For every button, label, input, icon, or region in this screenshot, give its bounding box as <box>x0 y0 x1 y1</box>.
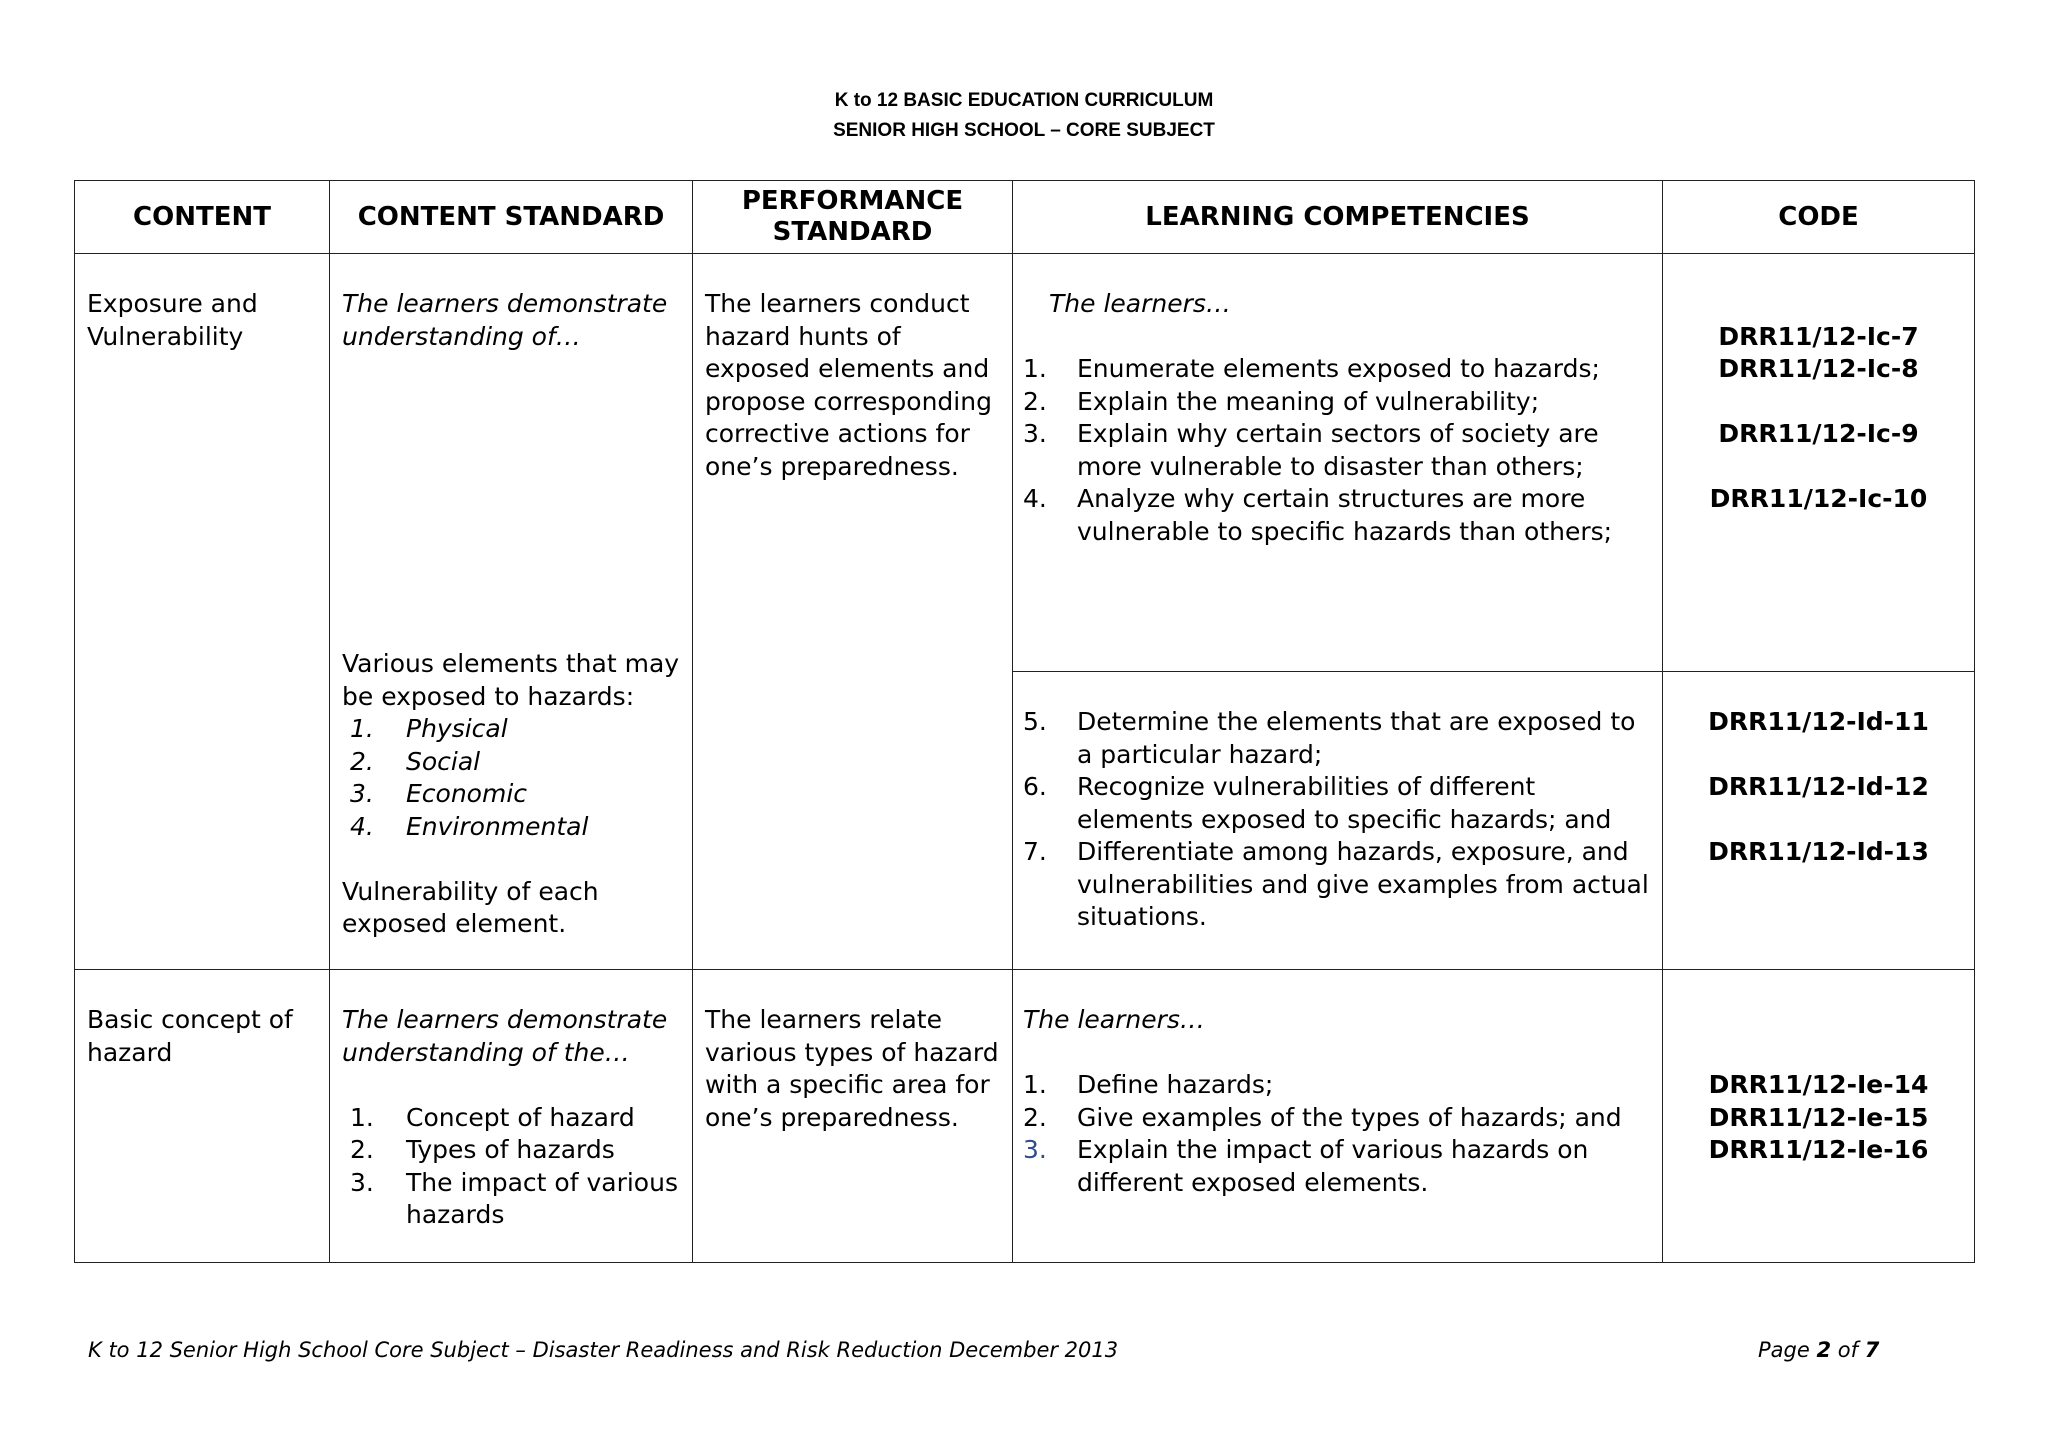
performance-standard-cell <box>693 254 1013 970</box>
code-text: DRR11/12-Ic-8 <box>1718 354 1919 383</box>
code-text: DRR11/12-Ie-14 <box>1708 1070 1929 1099</box>
competencies-list <box>1023 1069 1650 1199</box>
code-cell <box>1663 970 1975 1263</box>
content-standard-list <box>342 1102 682 1232</box>
list-item: 1. Define hazards; <box>1023 1070 1274 1099</box>
list-item: 2. Social <box>350 746 481 776</box>
column-header-content: CONTENT <box>75 181 330 254</box>
list-item: 5. Determine the elements that are exposed to a particular hazard; <box>1023 707 1636 769</box>
competencies-intro: The learners… <box>1023 1005 1205 1034</box>
code-text: DRR11/12-Ie-16 <box>1708 1135 1929 1164</box>
code-text: DRR11/12-Ic-10 <box>1709 484 1928 513</box>
performance-standard-cell <box>693 970 1013 1263</box>
table-row <box>75 254 1975 672</box>
code-text: DRR11/12-Id-11 <box>1708 707 1929 736</box>
column-header-learning-competencies: LEARNING COMPETENCIES <box>1013 181 1663 254</box>
code-text: DRR11/12-Id-13 <box>1708 837 1929 866</box>
list-item: 6. Recognize vulnerabilities of different elements exposed to specific hazards; and <box>1023 772 1612 834</box>
content-standard-list <box>342 713 682 843</box>
table-header-row <box>75 181 1975 254</box>
performance-standard-text: The learners relate various types of hazard with a specific area for one’s preparedness. <box>705 1005 999 1132</box>
content-text: Exposure and Vulnerability <box>87 289 258 351</box>
table-row <box>75 970 1975 1263</box>
list-item: 3. Explain why certain sectors of society are more vulnerable to disaster than others; <box>1023 419 1599 481</box>
content-standard-cell <box>330 970 693 1263</box>
curriculum-table <box>74 180 1975 1263</box>
list-item: 1. Physical <box>350 714 508 743</box>
list-item: 4. Analyze why certain structures are more vulnerable to specific hazards than others; <box>1023 484 1613 546</box>
list-item: 1. Enumerate elements exposed to hazards; <box>1023 354 1600 383</box>
list-item: 7. Differentiate among hazards, exposure, and vulnerabilities and give examples from actual situations. <box>1023 837 1649 931</box>
footer-document-title: K to 12 Senior High School Core Subject – Disaster Readiness and Risk Reduction December 2013 <box>88 1338 1119 1362</box>
code-text: DRR11/12-Ie-15 <box>1708 1102 1929 1132</box>
competencies-intro: The learners… <box>1049 289 1231 318</box>
list-item: 3. The impact of various hazards <box>350 1167 678 1229</box>
code-text: DRR11/12-Ic-7 <box>1718 321 1919 351</box>
content-standard-intro: The learners demonstrate understanding of the… <box>342 1005 668 1067</box>
column-header-code: CODE <box>1663 181 1975 254</box>
content-cell <box>75 254 330 970</box>
list-item: 4. Environmental <box>350 811 589 841</box>
content-standard-intro: The learners demonstrate understanding of… <box>342 289 668 351</box>
content-standard-text: Various elements that may be exposed to hazards: <box>342 649 680 711</box>
code-cell <box>1663 254 1975 672</box>
column-header-performance-standard: PERFORMANCE STANDARD <box>693 181 1013 254</box>
content-standard-tail: Vulnerability of each exposed element. <box>342 876 599 938</box>
learning-competencies-cell <box>1013 970 1663 1263</box>
content-text: Basic concept of hazard <box>87 1005 293 1067</box>
list-item: 2. Give examples of the types of hazards; and <box>1023 1102 1622 1132</box>
list-item: 2. Explain the meaning of vulnerability; <box>1023 386 1540 416</box>
list-item: 3. Explain the impact of various hazards on different exposed elements. <box>1023 1135 1589 1197</box>
column-header-content-standard: CONTENT STANDARD <box>330 181 693 254</box>
learning-competencies-cell <box>1013 254 1663 672</box>
footer-page-number: Page 2 of 7 <box>1758 1338 1880 1362</box>
learning-competencies-cell <box>1013 672 1663 970</box>
performance-standard-text: The learners conduct hazard hunts of exposed elements and propose corresponding corrective actions for one’s preparedness. <box>705 289 992 481</box>
content-cell <box>75 970 330 1263</box>
document-header-line1: K to 12 BASIC EDUCATION CURRICULUM <box>834 90 1214 111</box>
list-item: 3. Economic <box>350 779 528 808</box>
content-standard-cell <box>330 254 693 970</box>
code-text: DRR11/12-Id-12 <box>1708 772 1929 801</box>
competencies-list <box>1023 706 1650 934</box>
competencies-list <box>1023 353 1650 548</box>
code-cell <box>1663 672 1975 970</box>
list-item: 1. Concept of hazard <box>350 1102 635 1132</box>
code-text: DRR11/12-Ic-9 <box>1718 419 1919 448</box>
list-item: 2. Types of hazards <box>350 1135 615 1164</box>
document-header-line2: SENIOR HIGH SCHOOL – CORE SUBJECT <box>833 120 1215 141</box>
